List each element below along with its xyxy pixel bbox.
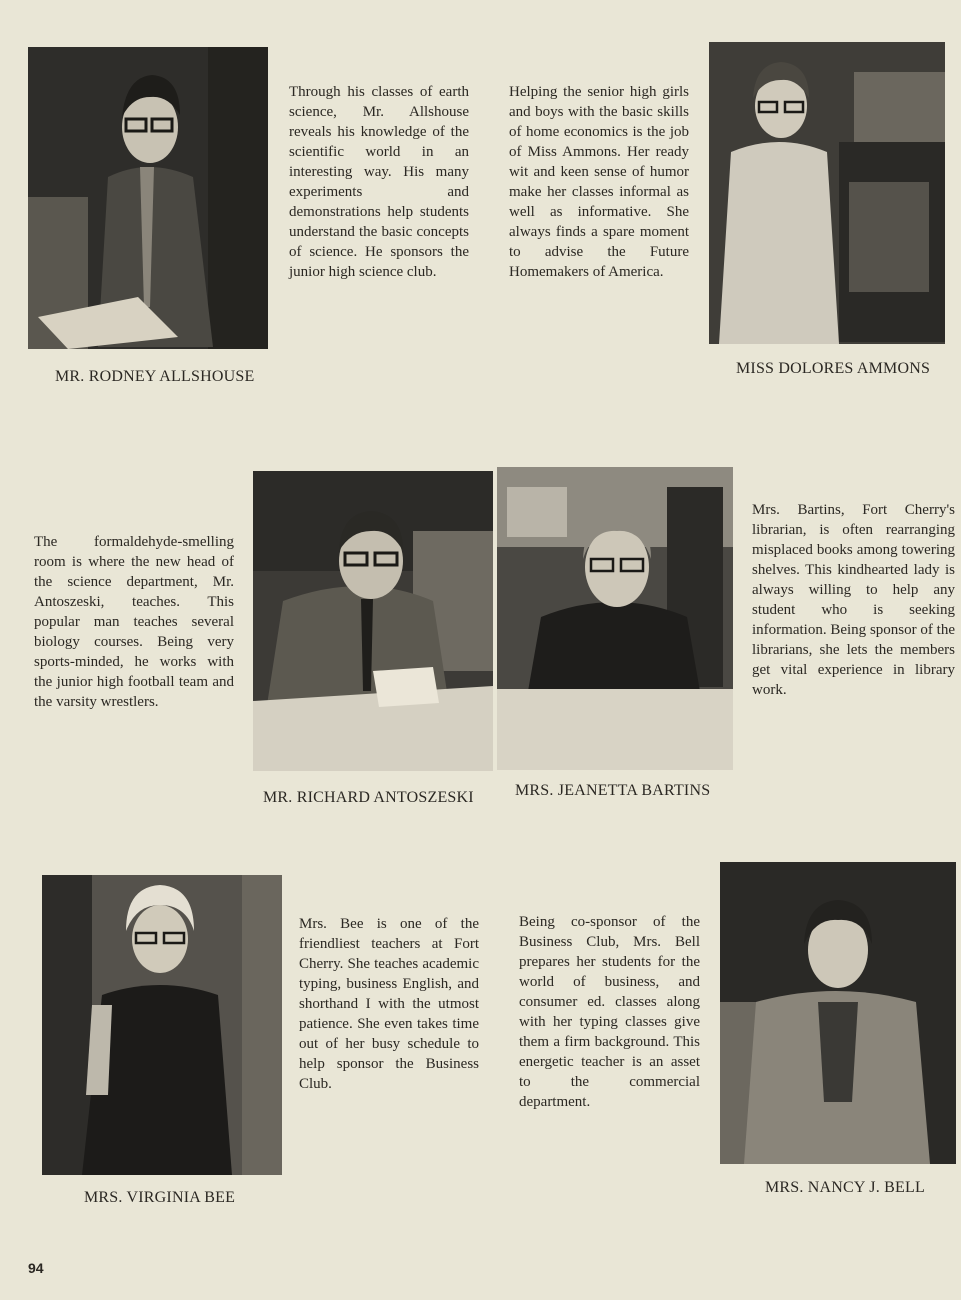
photo-bartins [497,467,733,770]
bio-bartins: Mrs. Bartins, Fort Cherry's librarian, is often rearranging misplaced books among towering shelves. This kindhearted lady is always willing to help any student who is seeking information. Being sponsor of the librarians, she lets the members get vital experience in library work. [752,502,955,698]
bio-allshouse: Through his classes of earth science, Mr. Allshouse reveals his knowledge of the scientific world in an interesting way. His many experiments and demonstrations help students understand the basic concepts of science. He sponsors the junior high science club. [289,84,469,280]
page-number: 94 [28,1260,44,1276]
photo-bell [720,862,956,1164]
caption-bell: MRS. NANCY J. BELL [765,1179,925,1196]
photo-ammons [709,42,945,344]
caption-allshouse: MR. RODNEY ALLSHOUSE [55,368,255,385]
caption-antoszeski: MR. RICHARD ANTOSZESKI [263,789,474,806]
portrait-antoszeski-image [253,471,493,771]
portrait-ammons-image [709,42,945,344]
portrait-bee-image [42,875,282,1175]
portrait-bartins-image [497,467,733,770]
portrait-allshouse-image [28,47,268,349]
bio-bell: Being co-sponsor of the Business Club, Mrs. Bell prepares her students for the world of business, and consumer ed. classes along with her typing classes give them a firm background. This energetic teacher is an asset to the commercial department. [519,914,700,1110]
photo-antoszeski [253,471,493,771]
photo-bee [42,875,282,1175]
portrait-bell-image [720,862,956,1164]
bio-ammons: Helping the senior high girls and boys with the basic skills of home economics is the job of Miss Ammons. Her ready wit and keen sense of humor make her classes informal as well as informative. She always finds a spare moment to advise the Future Homemakers of America. [509,84,689,280]
caption-bartins: MRS. JEANETTA BARTINS [515,782,711,799]
bio-bee: Mrs. Bee is one of the friendliest teachers at Fort Cherry. She teaches academic typing, business English, and shorthand I with the utmost patience. She even takes time out of her busy schedule to help sponsor the Business Club. [299,916,479,1092]
caption-bee: MRS. VIRGINIA BEE [84,1189,236,1206]
photo-allshouse [28,47,268,349]
bio-antoszeski: The formaldehyde-smelling room is where the new head of the science department, Mr. Antoszeski, teaches. This popular man teaches several biology courses. Being very sports-minded, he works with the junior high football team and the varsity wrestlers. [34,534,234,710]
caption-ammons: MISS DOLORES AMMONS [736,360,931,377]
